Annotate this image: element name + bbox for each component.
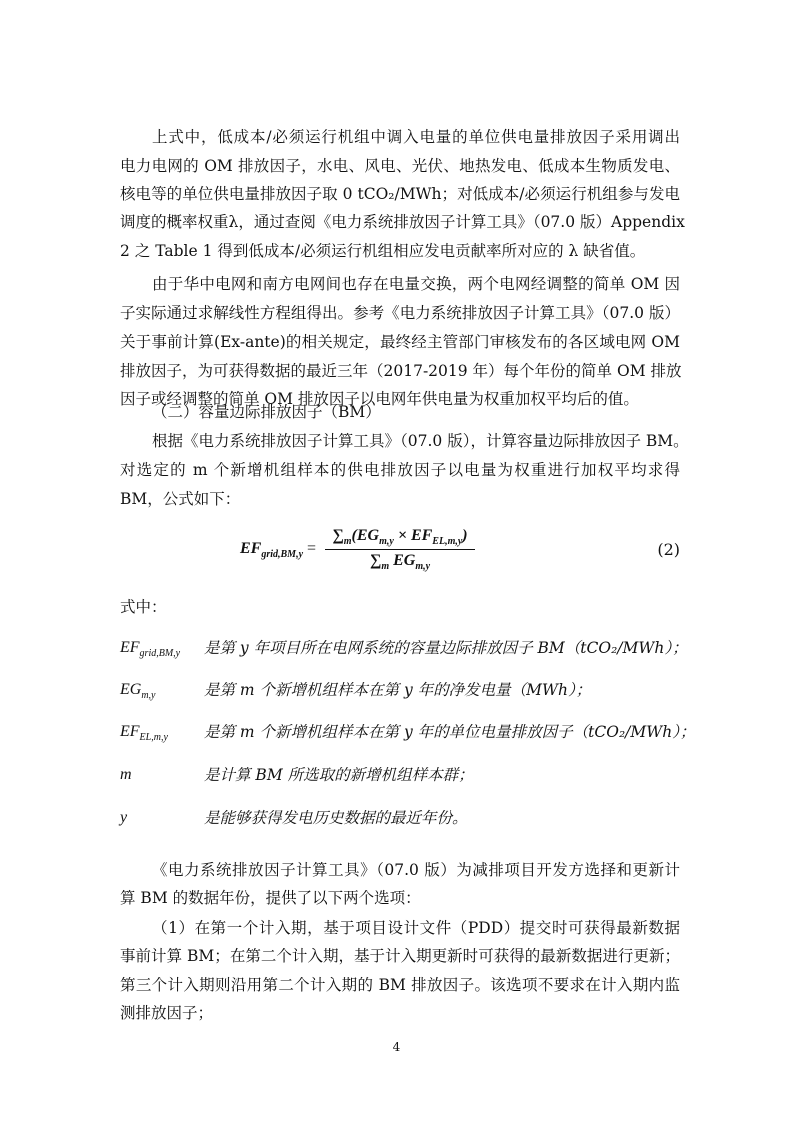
paragraph-line: 调度的概率权重λ，通过查阅《电力系统排放因子计算工具》（07.0 版）Appendix: [120, 213, 685, 231]
paragraph-line: 电力电网的 OM 排放因子，水电、风电、光伏、地热发电、低成本生物质发电、: [120, 157, 680, 175]
paragraph-line: 排放因子，为可获得数据的最近三年（2017-2019 年）每个年份的简单 OM 排放: [120, 362, 682, 380]
paragraph-line: （1）在第一个计入期，基于项目设计文件（PDD）提交时可获得最新数据: [152, 919, 680, 937]
definition-symbol: $EF_{grid,BM,y}$: [120, 639, 181, 660]
definition-text: 是计算 BM 所选取的新增机组样本群；: [204, 766, 474, 784]
paragraph-line: 上式中，低成本/必须运行机组中调入电量的单位供电量排放因子采用调出: [152, 128, 680, 146]
definition-symbol: $EF_{EL,m,y}$: [120, 723, 168, 744]
definition-symbol: m: [120, 766, 132, 783]
paragraph-line: 根据《电力系统排放因子计算工具》（07.0 版），计算容量边际排放因子 BM。: [152, 432, 689, 450]
formula-lhs: $EF_{grid,BM,y}$ =: [240, 540, 317, 561]
paragraph-line: 由于华中电网和南方电网间也存在电量交换，两个电网经调整的简单 OM 因: [152, 275, 680, 293]
paragraph-line: 核电等的单位供电量排放因子取 0 tCO₂/MWh；对低成本/必须运行机组参与发电: [120, 185, 680, 203]
paragraph-line: 对选定的 m 个新增机组样本的供电排放因子以电量为权重进行加权平均求得: [120, 461, 680, 479]
definition-text: 是能够获得发电历史数据的最近年份。: [204, 809, 468, 827]
definition-symbol: y: [120, 809, 128, 826]
formula-fraction: [325, 527, 475, 572]
paragraph-line: 2 之 Table 1 得到低成本/必须运行机组相应发电贡献率所对应的 λ 缺省值。: [120, 242, 646, 260]
formula-numerator: $\sum_m(EG_{m,y} \times EF_{EL,m,y})$: [325, 527, 475, 550]
paragraph-line: 测排放因子；: [120, 1004, 214, 1022]
paragraph-line: 第三个计入期则沿用第二个计入期的 BM 排放因子。该选项不要求在计入期内监: [120, 976, 680, 994]
paragraph-line: 因子或经调整的简单 OM 排放因子以电网年供电量为权重加权平均后的值。: [120, 390, 639, 408]
paragraph-line: 算 BM 的数据年份，提供了以下两个选项：: [120, 889, 421, 907]
paragraph-line: 关于事前计算(Ex-ante)的相关规定，最终经主管部门审核发布的各区域电网 OM: [120, 333, 680, 351]
equation-number: (2): [657, 540, 680, 559]
paragraph-line: 事前计算 BM；在第二个计入期，基于计入期更新时可获得的最新数据进行更新；: [120, 947, 680, 965]
formula-denominator: $\sum_m$ $EG_{m,y}$: [369, 552, 431, 573]
where-label: 式中：: [120, 598, 167, 616]
definition-text: 是第 y 年项目所在电网系统的容量边际排放因子 BM（tCO₂/MWh）；: [204, 639, 688, 657]
paragraph-line: 《电力系统排放因子计算工具》（07.0 版）为减排项目开发方选择和更新计: [152, 861, 680, 879]
page-number: 4: [392, 1040, 401, 1054]
definition-symbol: $EG_{m,y}$: [120, 681, 156, 702]
definition-text: 是第 m 个新增机组样本在第 y 年的净发电量（MWh）；: [204, 681, 592, 699]
section-heading: （二）容量边际排放因子（BM）: [152, 403, 381, 421]
definition-text: 是第 m 个新增机组样本在第 y 年的单位电量排放因子（tCO₂/MWh）；: [204, 723, 696, 741]
paragraph-line: 子实际通过求解线性方程组得出。参考《电力系统排放因子计算工具》（07.0 版）: [120, 304, 680, 322]
bm-formula: [240, 527, 500, 577]
paragraph-line: BM，公式如下：: [120, 490, 241, 508]
